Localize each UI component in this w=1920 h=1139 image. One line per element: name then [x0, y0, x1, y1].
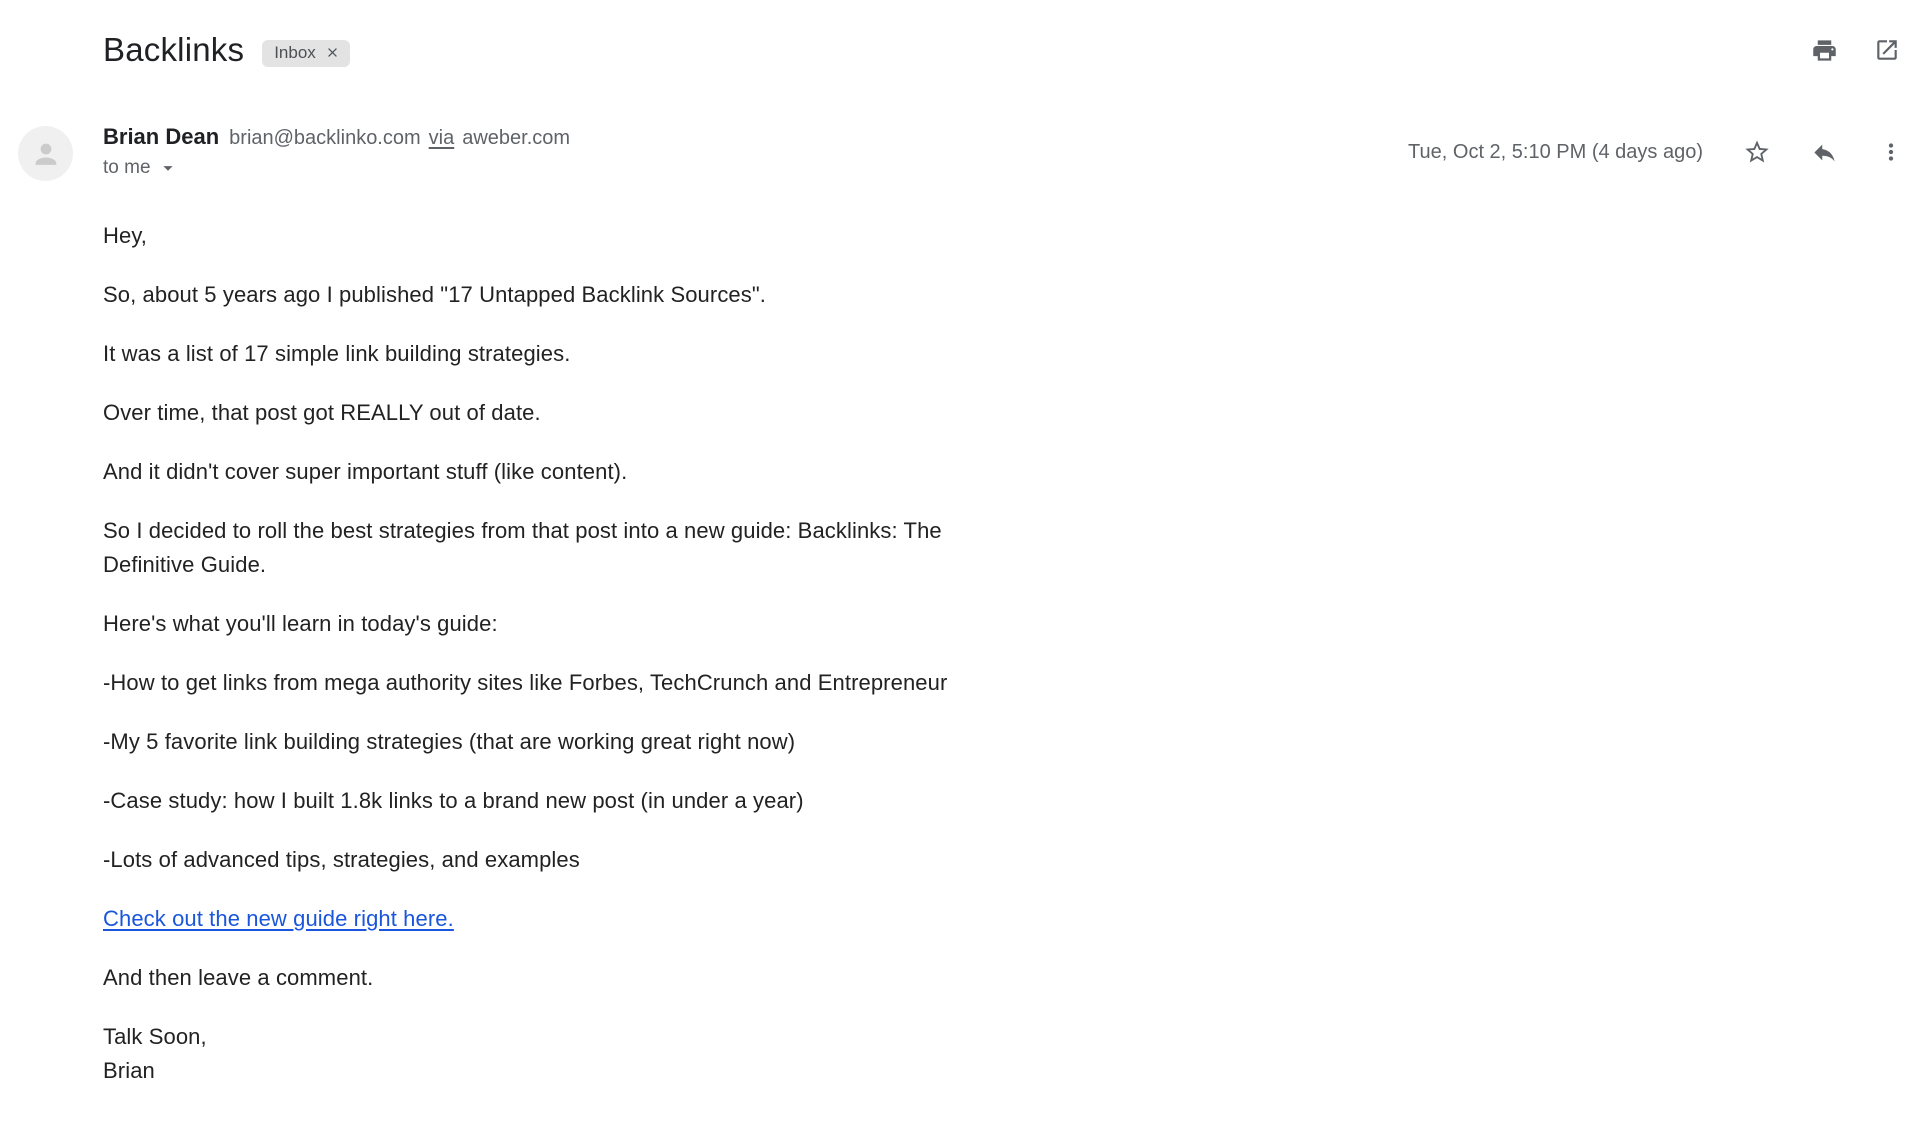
- email-paragraph: -My 5 favorite link building strategies (that are working great right now): [103, 729, 796, 754]
- recipient-dropdown[interactable]: [103, 157, 179, 179]
- via-domain: aweber.com: [462, 127, 571, 149]
- reply-button[interactable]: [1811, 139, 1838, 166]
- header-actions: [1811, 37, 1904, 64]
- message-date: Tue, Oct 2, 5:10 PM (4 days ago): [1408, 140, 1703, 163]
- inbox-label-chip[interactable]: [262, 40, 350, 67]
- print-icon: [1811, 37, 1838, 64]
- message-meta: [1408, 124, 1910, 166]
- meta-icons: [1743, 138, 1910, 166]
- sender-name: Brian Dean: [103, 124, 220, 149]
- email-body: [103, 219, 1303, 1088]
- email-paragraph: -Lots of advanced tips, strategies, and examples: [103, 847, 580, 872]
- inbox-label-text: Inbox: [274, 42, 316, 62]
- open-in-new-window-button[interactable]: [1874, 37, 1900, 63]
- email-paragraph: And then leave a comment.: [103, 965, 374, 990]
- email-paragraph: Here's what you'll learn in today's guide:: [103, 611, 498, 636]
- more-options-button[interactable]: [1878, 139, 1904, 165]
- star-outline-icon: [1743, 138, 1771, 166]
- sender-line: [103, 124, 1408, 150]
- email-paragraph: It was a list of 17 simple link building strategies.: [103, 341, 571, 366]
- email-link-paragraph: [103, 902, 1303, 936]
- sender-block: [103, 124, 1408, 179]
- email-paragraph: Talk Soon, Brian: [103, 1024, 207, 1083]
- more-vert-icon: [1878, 139, 1904, 165]
- email-paragraph: So I decided to roll the best strategies from that post into a new guide: Backlinks: The Definitive Guide.: [103, 518, 942, 577]
- recipient-text: to me: [103, 157, 151, 178]
- email-paragraph: So, about 5 years ago I published "17 Untapped Backlink Sources".: [103, 282, 766, 307]
- via-label[interactable]: via: [428, 127, 455, 149]
- email-paragraph: -How to get links from mega authority sites like Forbes, TechCrunch and Entrepreneur: [103, 670, 948, 695]
- email-paragraph: Over time, that post got REALLY out of date.: [103, 400, 541, 425]
- person-icon: [29, 137, 63, 171]
- close-icon[interactable]: [325, 45, 340, 60]
- email-subject: Backlinks: [103, 31, 245, 68]
- star-button[interactable]: [1743, 138, 1771, 166]
- chevron-down-icon: [157, 157, 179, 179]
- reply-icon: [1811, 139, 1838, 166]
- guide-link[interactable]: Check out the new guide right here.: [103, 906, 454, 931]
- email-paragraph: -Case study: how I built 1.8k links to a brand new post (in under a year): [103, 788, 804, 813]
- print-button[interactable]: [1811, 37, 1838, 64]
- avatar[interactable]: [18, 126, 73, 181]
- email-paragraph: Hey,: [103, 223, 148, 248]
- subject-row: [0, 0, 1920, 72]
- email-paragraph: And it didn't cover super important stuff (like content).: [103, 459, 628, 484]
- message-header: [0, 124, 1920, 181]
- sender-email: brian@backlinko.com: [229, 127, 421, 149]
- open-in-new-icon: [1874, 37, 1900, 63]
